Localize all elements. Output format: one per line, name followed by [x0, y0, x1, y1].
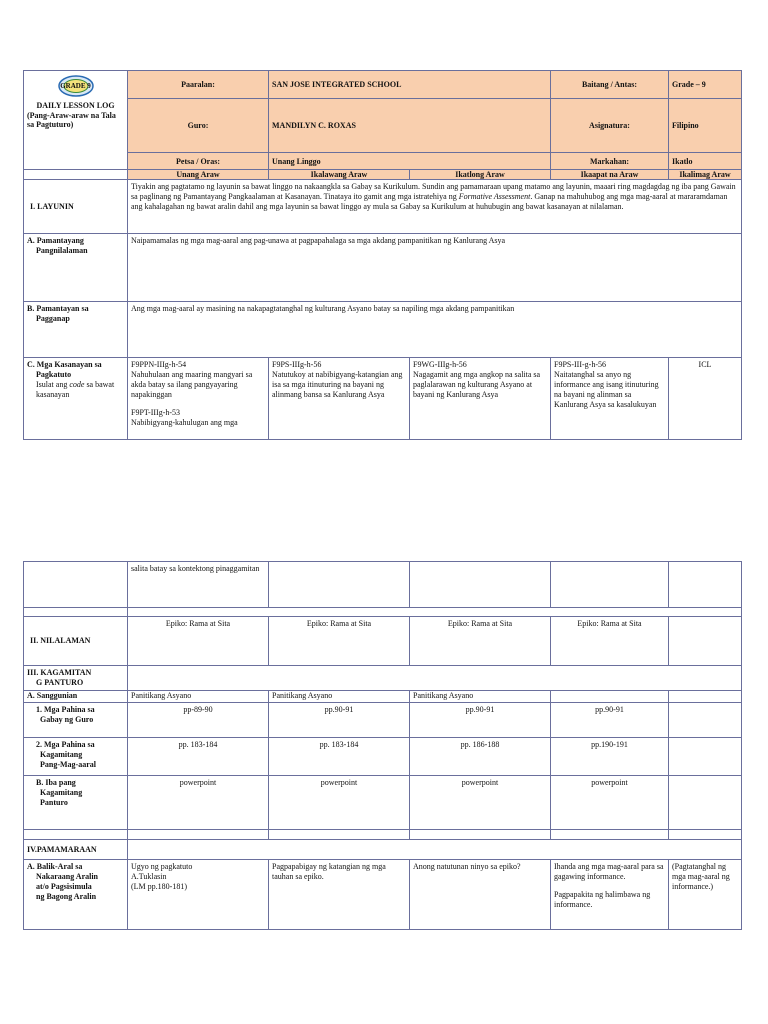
dll-title: DAILY LESSON LOG	[36, 101, 115, 110]
header-title-cell	[24, 71, 128, 170]
day-3-header: Ikatlong Araw	[410, 170, 551, 180]
day-1-header: Unang Araw	[128, 170, 269, 180]
guro-value: MANDILYN C. ROXAS	[269, 99, 551, 153]
pamantayan-sa-pagganap-row	[24, 302, 742, 358]
iba-day-1: powerpoint	[128, 776, 269, 830]
asignatura-label: Asignatura:	[551, 99, 669, 153]
balik-aral-label: A. Balik-Aral sa Nakaraang Aralin at/o Pagsisimula ng Bagong Aralin	[24, 860, 128, 930]
guro-label: Guro:	[128, 99, 269, 153]
kasanayan-day-5: ICL	[669, 358, 742, 440]
balik-aral-day-4: Ihanda ang mga mag-aaral para sa gagawing informance. Pagpapakita ng halimbawa ng informance.	[551, 860, 669, 930]
dll-subtitle: (Pang-Araw-araw na Tala sa Pagtuturo)	[27, 111, 116, 129]
nilalaman-day-4: Epiko: Rama at Sita	[551, 617, 669, 666]
nilalaman-row	[24, 617, 742, 666]
kasanayan-day-3: F9WG-IIIg-h-56 Nagagamit ang mga angkop na salita sa paglalarawan ng kulturang Asyano at bayani ng Kanlurang Asya	[410, 358, 551, 440]
nilalaman-label: II. NILALAMAN	[24, 617, 128, 666]
days-row	[24, 170, 742, 180]
kagamitang-pages-day-3: pp. 186-188	[410, 738, 551, 776]
petsa-value: Unang Linggo	[269, 153, 551, 170]
pamantayang-pangnilalaman-label: A. Pamantayang Pangnilalaman	[24, 234, 128, 302]
kagamitang-pang-mag-aaral-row	[24, 738, 742, 776]
header-row-petsa	[24, 153, 742, 170]
layunin-label: I. LAYUNIN	[24, 180, 128, 234]
iba-pang-kagamitan-row	[24, 776, 742, 830]
iba-pang-kagamitan-label: B. Iba pang Kagamitang Panturo	[24, 776, 128, 830]
pamantayang-pangnilalaman-text: Naipamamalas ng mga mag-aaral ang pag-unawa at pagpapahalaga sa mga akdang pampanitikan ng Kanlurang Asya	[128, 234, 742, 302]
grade-badge	[54, 75, 98, 97]
kasanayan-label: C. Mga Kasanayan sa Pagkatuto Isulat ang code sa bawat kasanayan	[24, 358, 128, 440]
header-row-paaralan	[24, 71, 742, 99]
markahan-value: Ikatlo	[669, 153, 742, 170]
lesson-log-table-page-2	[23, 561, 742, 930]
kagamitang-pages-day-4: pp.190-191	[551, 738, 669, 776]
balik-aral-day-1: Ugyo ng pagkatuto A.Tuklasin (LM pp.180-181)	[128, 860, 269, 930]
layunin-text: Tiyakin ang pagtatamo ng layunin sa bawat linggo na nakaangkla sa Gabay sa Kurikulum. Sundin ang pamamaraan upang matamo ang layunin, maaari ring magdagdag ng iba pang Gawain sa paglinang ng Pamantayang Pangkaalaman at Kasanayan. Tinataya ito gamit ang mga istratehiya ng Formative Assessment. Ganap na mahuhubog ang mga mag-aaral at mararamdaman ang kahalagahan ng bawat aralin dahil ang mga layunin sa bawat linggo ay mula sa Gabay sa Kurikulum at huhubugin ang bawat kasanayan at nilalaman.	[128, 180, 742, 234]
balik-aral-day-3: Anong natutunan ninyo sa epiko?	[410, 860, 551, 930]
nilalaman-day-1: Epiko: Rama at Sita	[128, 617, 269, 666]
day-5-header: Ikalimag Araw	[669, 170, 742, 180]
kagamitan-label: III. KAGAMITAN G PANTURO	[24, 666, 128, 691]
layunin-row	[24, 180, 742, 234]
balik-aral-day-5: (Pagtatanghal ng mga mag-aaral ng informance.)	[669, 860, 742, 930]
petsa-label: Petsa / Oras:	[128, 153, 269, 170]
sanggunian-day-1: Panitikang Asyano	[128, 691, 269, 703]
baitang-value: Grade – 9	[669, 71, 742, 99]
kagamitang-pages-day-1: pp. 183-184	[128, 738, 269, 776]
day-4-header: Ikaapat na Araw	[551, 170, 669, 180]
iba-day-4: powerpoint	[551, 776, 669, 830]
nilalaman-day-3: Epiko: Rama at Sita	[410, 617, 551, 666]
header-row-guro	[24, 99, 742, 153]
gabay-guro-day-4: pp.90-91	[551, 703, 669, 738]
balik-aral-day-2: Pagpapabigay ng katangian ng mga tauhan sa epiko.	[269, 860, 410, 930]
sanggunian-row	[24, 691, 742, 703]
iba-day-2: powerpoint	[269, 776, 410, 830]
pamantayan-sa-pagganap-text: Ang mga mag-aaral ay masining na nakapagtatanghal ng kulturang Asyano batay sa napiling mga akdang pampanitikan	[128, 302, 742, 358]
kagamitan-row	[24, 666, 742, 691]
sanggunian-day-2: Panitikang Asyano	[269, 691, 410, 703]
gabay-guro-day-1: pp-89-90	[128, 703, 269, 738]
day-2-header: Ikalawang Araw	[269, 170, 410, 180]
kagamitang-pang-mag-aaral-label: 2. Mga Pahina sa Kagamitang Pang-Mag-aaral	[24, 738, 128, 776]
gabay-guro-day-3: pp.90-91	[410, 703, 551, 738]
paaralan-label: Paaralan:	[128, 71, 269, 99]
kagamitang-pages-day-2: pp. 183-184	[269, 738, 410, 776]
grade-badge-text: GRADE 9	[60, 82, 91, 90]
sanggunian-label: A. Sanggunian	[24, 691, 128, 703]
kasanayan-row	[24, 358, 742, 440]
pamantayan-sa-pagganap-label: B. Pamantayan sa Pagganap	[24, 302, 128, 358]
sanggunian-day-3: Panitikang Asyano	[410, 691, 551, 703]
kasanayan-cont-row	[24, 562, 742, 608]
paaralan-value: SAN JOSE INTEGRATED SCHOOL	[269, 71, 551, 99]
kasanayan-day-4: F9PS-III-g-h-56 Naitatanghal sa anyo ng informance ang isang itinuturing na bayani ng alinman sa Kanlurang Asya sa kasalukuyan	[551, 358, 669, 440]
asignatura-value: Filipino	[669, 99, 742, 153]
baitang-label: Baitang / Antas:	[551, 71, 669, 99]
gabay-guro-row	[24, 703, 742, 738]
gabay-guro-label: 1. Mga Pahina sa Gabay ng Guro	[24, 703, 128, 738]
nilalaman-day-2: Epiko: Rama at Sita	[269, 617, 410, 666]
pamamaraan-row	[24, 840, 742, 860]
kasanayan-day-1: F9PPN-IIIg-h-54 Nahuhulaan ang maaring mangyari sa akda batay sa ilang pangyayaring napakinggan F9PT-IIIg-h-53 Nabibigyang-kahulugan ang mga	[128, 358, 269, 440]
iba-day-3: powerpoint	[410, 776, 551, 830]
lesson-log-table-page-1	[23, 70, 742, 440]
kasanayan-cont-day-1: salita batay sa kontektong pinaggamitan	[128, 562, 269, 608]
markahan-label: Markahan:	[551, 153, 669, 170]
balik-aral-row	[24, 860, 742, 930]
gabay-guro-day-2: pp.90-91	[269, 703, 410, 738]
kasanayan-day-2: F9PS-IIIg-h-56 Natutukoy at nabibigyang-katangian ang isa sa mga itinuturing na bayani ng alinmang bansa sa Kanlurang Asya	[269, 358, 410, 440]
pamamaraan-label: IV.PAMAMARAAN	[24, 840, 128, 860]
pamantayang-pangnilalaman-row	[24, 234, 742, 302]
